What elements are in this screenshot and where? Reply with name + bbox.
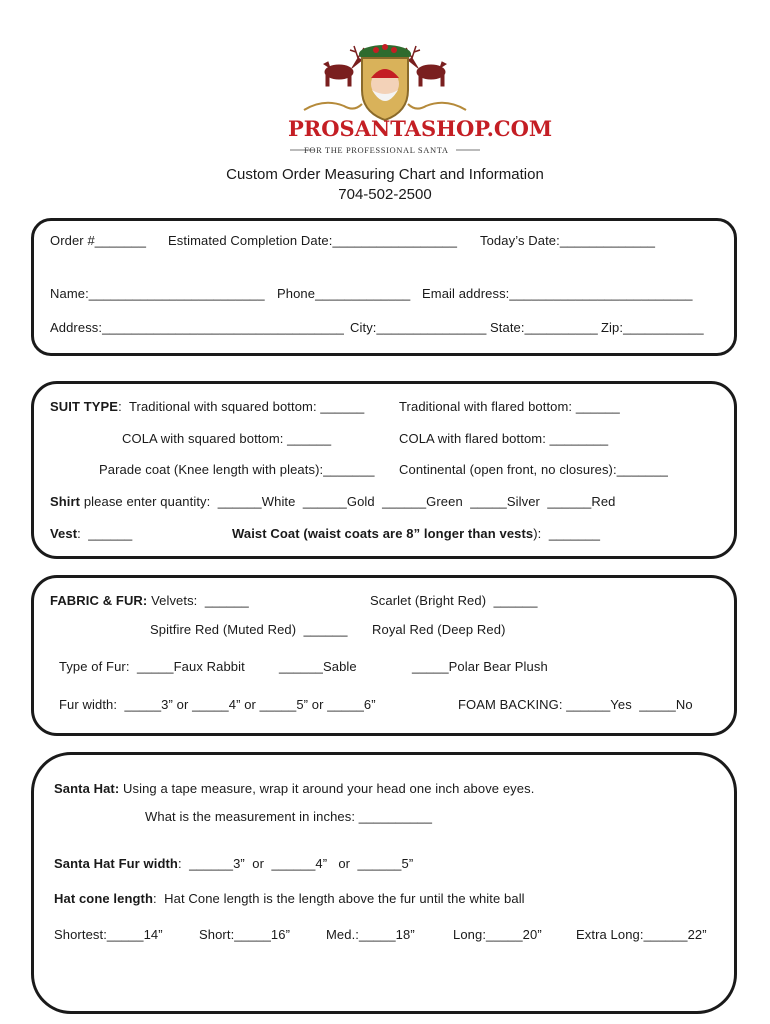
shirt-quantities[interactable]: please enter quantity: ______White ______Gold ______Green _____Silver ______Red	[80, 494, 616, 509]
suit-type-row	[50, 400, 364, 413]
hat-fur-width-options[interactable]: : ______3” or ______4” or ______5”	[177, 856, 414, 871]
hat-instruction-row	[54, 782, 534, 795]
phone-number: 704-502-2500	[338, 186, 432, 203]
brand-tagline: FOR THE PROFESSIONAL SANTA	[304, 145, 449, 155]
royal-red-option[interactable]: Royal Red (Deep Red)	[372, 622, 506, 637]
prosantashop-logo	[284, 40, 486, 162]
sable-option[interactable]: ______Sable	[279, 659, 357, 674]
scarlet-option[interactable]: Scarlet (Bright Red) ______	[370, 593, 538, 608]
traditional-flared-option[interactable]: Traditional with flared bottom: ______	[399, 399, 620, 414]
cola-squared-option[interactable]: COLA with squared bottom: ______	[122, 431, 332, 446]
address-field[interactable]: Address:_________________________________	[50, 320, 344, 335]
waist-coat-field[interactable]: ): _______	[533, 526, 601, 541]
santa-shield-icon	[362, 58, 408, 120]
polar-bear-option[interactable]: _____Polar Bear Plush	[412, 659, 548, 674]
continental-option[interactable]: Continental (open front, no closures):_______	[399, 462, 669, 477]
fur-width-options[interactable]: Fur width: _____3” or _____4” or _____5” or _____6”	[59, 697, 376, 712]
shirt-row[interactable]	[50, 495, 616, 508]
suit-type-label: SUIT TYPE	[50, 399, 119, 414]
brand-name: PROSANTASHOP.COM	[288, 116, 553, 141]
hat-fur-width-label: Santa Hat Fur width	[54, 856, 178, 871]
waist-coat-label: Waist Coat (waist coats are 8” longer than vests	[232, 526, 534, 541]
todays-date-field[interactable]: Today’s Date:_____________	[480, 233, 656, 248]
hat-instruction: Using a tape measure, wrap it around your head one inch above eyes.	[119, 781, 535, 796]
cola-flared-option[interactable]: COLA with flared bottom: ________	[399, 431, 609, 446]
cone-long-option[interactable]: Long:_____20”	[453, 927, 542, 942]
cone-shortest-option[interactable]: Shortest:_____14”	[54, 927, 163, 942]
traditional-squared-option[interactable]: : Traditional with squared bottom: ______	[118, 399, 365, 414]
hat-cone-label: Hat cone length	[54, 891, 154, 906]
waist-coat-row[interactable]	[232, 527, 600, 540]
vest-row[interactable]	[50, 527, 132, 540]
vest-field[interactable]: : ______	[77, 526, 133, 541]
page-title: Custom Order Measuring Chart and Information	[226, 166, 544, 183]
santa-hat-label: Santa Hat:	[54, 781, 120, 796]
cone-med-option[interactable]: Med.:_____18”	[326, 927, 415, 942]
vest-label: Vest	[50, 526, 78, 541]
completion-date-field[interactable]: Estimated Completion Date:_________________	[168, 233, 458, 248]
velvets-option[interactable]: Velvets: ______	[147, 593, 249, 608]
reindeer-right-icon	[406, 46, 446, 86]
shirt-label: Shirt	[50, 494, 81, 509]
hat-fur-row[interactable]	[54, 857, 413, 870]
foam-backing-options[interactable]: FOAM BACKING: ______Yes _____No	[458, 697, 693, 712]
spitfire-option[interactable]: Spitfire Red (Muted Red) ______	[150, 622, 348, 637]
cone-extra-long-option[interactable]: Extra Long:______22”	[576, 927, 707, 942]
hat-cone-description: : Hat Cone length is the length above the fur until the white ball	[153, 891, 525, 906]
fabric-fur-label: FABRIC & FUR:	[50, 593, 148, 608]
name-field[interactable]: Name:________________________	[50, 286, 265, 301]
phone-field[interactable]: Phone_____________	[277, 286, 411, 301]
email-field[interactable]: Email address:_________________________	[422, 286, 693, 301]
reindeer-left-icon	[324, 46, 364, 86]
hat-cone-row	[54, 892, 525, 905]
cone-short-option[interactable]: Short:_____16”	[199, 927, 291, 942]
state-field[interactable]: State:__________	[490, 320, 598, 335]
order-number-field[interactable]: Order #_______	[50, 233, 147, 248]
zip-field[interactable]: Zip:___________	[601, 320, 704, 335]
hat-measurement-field[interactable]: What is the measurement in inches: __________	[145, 809, 433, 824]
city-field[interactable]: City:_______________	[350, 320, 487, 335]
parade-coat-option[interactable]: Parade coat (Knee length with pleats):_______	[99, 462, 375, 477]
fabric-row	[50, 594, 249, 607]
faux-rabbit-option[interactable]: Type of Fur: _____Faux Rabbit	[59, 659, 245, 674]
